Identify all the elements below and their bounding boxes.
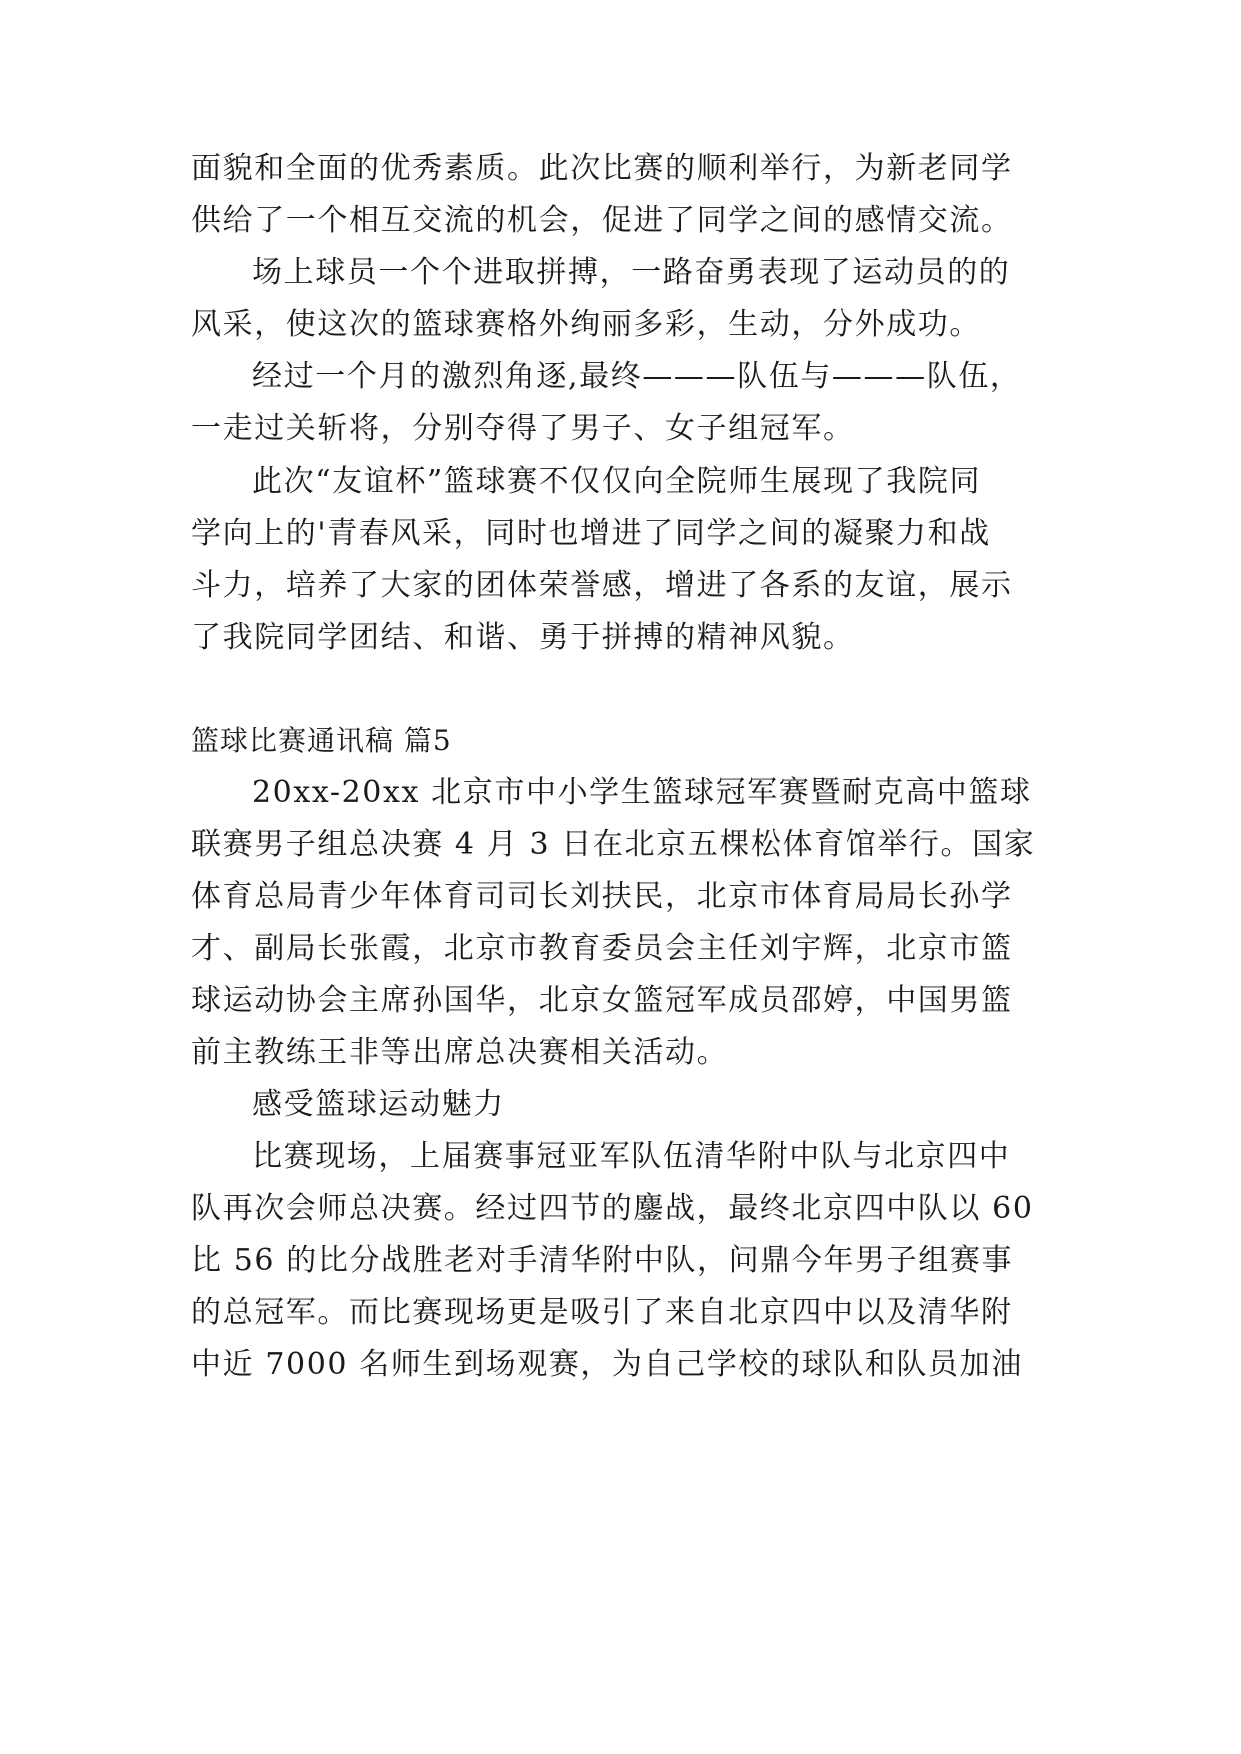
paragraph-line: 球运动协会主席孙国华，北京女篮冠军成员邵婷，中国男篮 bbox=[191, 983, 1013, 1018]
paragraph-line: 前主教练王非等出席总决赛相关活动。 bbox=[191, 1035, 729, 1070]
paragraph-line: 风采，使这次的篮球赛格外绚丽多彩，生动，分外成功。 bbox=[191, 307, 981, 342]
paragraph-line: 一走过关斩将，分别夺得了男子、女子组冠军。 bbox=[191, 411, 855, 446]
paragraph-line: 斗力，培养了大家的团体荣誉感，增进了各系的友谊，展示 bbox=[191, 568, 1013, 603]
paragraph-line: 学向上的'青春风采，同时也增进了同学之间的凝聚力和战 bbox=[191, 516, 991, 551]
paragraph-line: 中近 7000 名师生到场观赛，为自己学校的球队和队员加油 bbox=[191, 1347, 1023, 1382]
paragraph-line: 联赛男子组总决赛 4 月 3 日在北京五棵松体育馆举行。国家 bbox=[191, 827, 1036, 862]
paragraph-line: 队再次会师总决赛。经过四节的鏖战，最终北京四中队以 60 bbox=[191, 1191, 1034, 1226]
section-heading: 篮球比赛通讯稿 篇5 bbox=[191, 724, 452, 757]
paragraph-line: 供给了一个相互交流的机会，促进了同学之间的感情交流。 bbox=[191, 203, 1013, 238]
paragraph-line: 此次“友谊杯”篮球赛不仅仅向全院师生展现了我院同 bbox=[252, 464, 982, 499]
paragraph-line: 面貌和全面的优秀素质。此次比赛的顺利举行，为新老同学 bbox=[191, 151, 1013, 186]
paragraph-line: 比赛现场，上届赛事冠亚军队伍清华附中队与北京四中 bbox=[252, 1139, 1011, 1174]
paragraph-line: 的总冠军。而比赛现场更是吸引了来自北京四中以及清华附 bbox=[191, 1295, 1013, 1330]
paragraph-line: 20xx-20xx 北京市中小学生篮球冠军赛暨耐克高中篮球 bbox=[252, 775, 1032, 810]
paragraph-line: 了我院同学团结、和谐、勇于拼搏的精神风貌。 bbox=[191, 620, 855, 655]
paragraph-line: 场上球员一个个进取拼搏，一路奋勇表现了运动员的的 bbox=[252, 255, 1011, 290]
paragraph-line: 经过一个月的激烈角逐,最终———队伍与———队伍， bbox=[252, 359, 1022, 394]
subheading: 感受篮球运动魅力 bbox=[252, 1087, 505, 1122]
paragraph-line: 体育总局青少年体育司司长刘扶民，北京市体育局局长孙学 bbox=[191, 879, 1013, 914]
paragraph-line: 才、副局长张霞，北京市教育委员会主任刘宇辉，北京市篮 bbox=[191, 931, 1013, 966]
paragraph-line: 比 56 的比分战胜老对手清华附中队，问鼎今年男子组赛事 bbox=[191, 1243, 1014, 1278]
